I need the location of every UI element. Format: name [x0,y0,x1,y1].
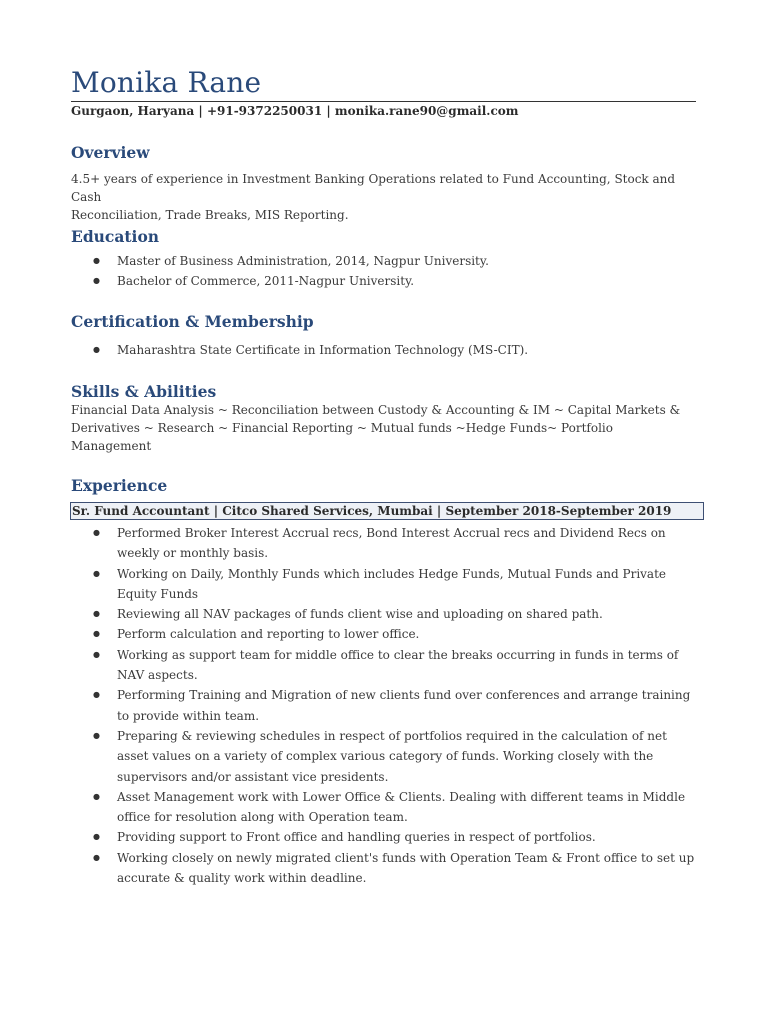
experience-item: ● Providing support to Front office and handling queries in respect of portfolios. [71,827,701,847]
education-item: ● Master of Business Administration, 2014, Nagpur University. [71,251,696,271]
overview-line-1: 4.5+ years of experience in Investment Banking Operations related to Fund Accounting, Stock and Cash [71,172,676,204]
candidate-name: Monika Rane [71,66,262,99]
education-list [71,251,696,291]
experience-heading: Experience [71,476,168,495]
experience-item: ● Working closely on newly migrated client's funds with Operation Team & Front office to set up accurate & quality work within deadline. [71,848,701,889]
experience-item: ● Performing Training and Migration of new clients fund over conferences and arrange training to provide within team. [71,685,701,726]
experience-item: ● Asset Management work with Lower Office & Clients. Dealing with different teams in Middle office for resolution along with Operation team. [71,787,701,828]
overview-line-2: Reconciliation, Trade Breaks, MIS Reporting. [71,208,349,222]
experience-list [71,523,701,888]
experience-item: ● Preparing & reviewing schedules in respect of portfolios required in the calculation of net asset values on a variety of complex various category of funds. Working closely with the supervisors and/or assistant vice presidents. [71,726,701,787]
education-item: ● Bachelor of Commerce, 2011-Nagpur University. [71,271,696,291]
skills-line-2: Derivatives ~ Research ~ Financial Reporting ~ Mutual funds ~Hedge Funds~ Portfolio Management [71,421,613,453]
skills-text [71,401,696,455]
certification-list [71,340,696,360]
education-heading: Education [71,227,160,246]
certification-item: ● Maharashtra State Certificate in Information Technology (MS-CIT). [71,340,696,360]
job-title-box: Sr. Fund Accountant | Citco Shared Services, Mumbai | September 2018-September 2019 [70,502,704,520]
experience-item: ● Performed Broker Interest Accrual recs, Bond Interest Accrual recs and Dividend Recs on weekly or monthly basis. [71,523,701,564]
skills-line-1: Financial Data Analysis ~ Reconciliation between Custody & Accounting & IM ~ Capital Markets & [71,403,681,417]
overview-heading: Overview [71,143,150,162]
experience-item: ● Reviewing all NAV packages of funds client wise and uploading on shared path. [71,604,701,624]
skills-heading: Skills & Abilities [71,382,217,401]
certification-heading: Certification & Membership [71,312,314,331]
overview-text [71,170,696,224]
contact-line: Gurgaon, Haryana | +91-9372250031 | monika.rane90@gmail.com [71,104,519,118]
experience-item: ● Working on Daily, Monthly Funds which includes Hedge Funds, Mutual Funds and Private Equity Funds [71,564,701,605]
experience-item: ● Perform calculation and reporting to lower office. [71,624,701,644]
header-divider [71,101,696,102]
experience-item: ● Working as support team for middle office to clear the breaks occurring in funds in terms of NAV aspects. [71,645,701,686]
